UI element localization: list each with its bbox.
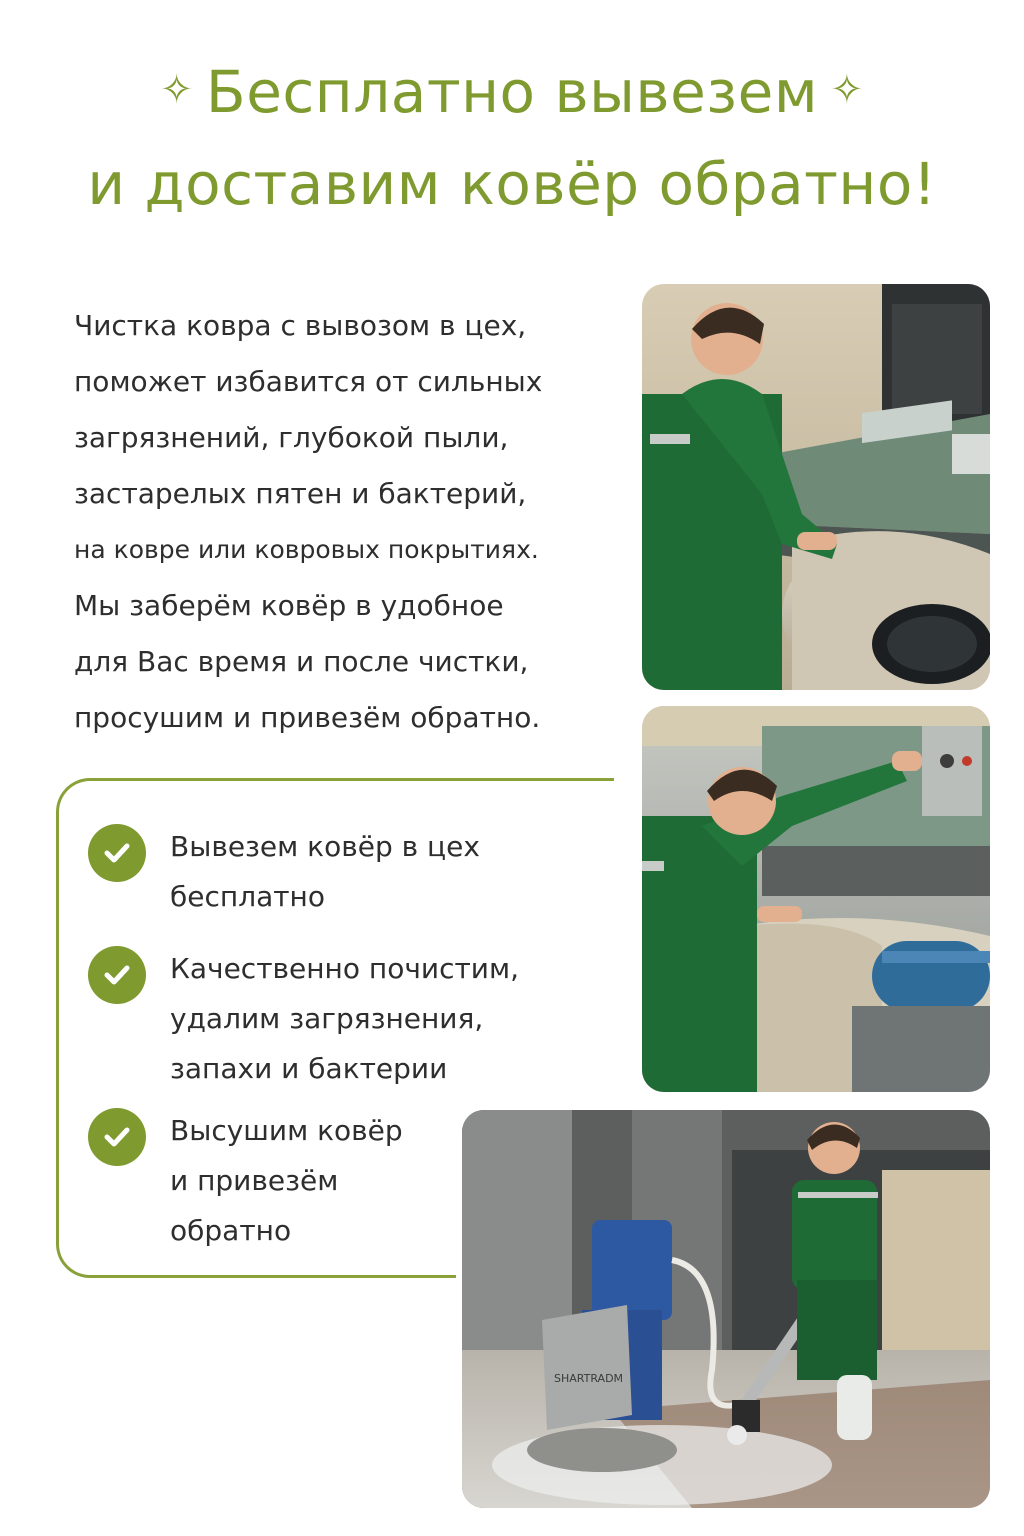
- title-text-1: Бесплатно вывезем: [205, 58, 819, 126]
- sparkle-icon: ✧: [830, 66, 865, 113]
- intro-line: застарелых пятен и бактерий,: [74, 477, 527, 510]
- intro-line: на ковре или ковровых покрытиях.: [74, 535, 539, 564]
- feature-line: запахи и бактерии: [170, 1052, 448, 1085]
- feature-text: [170, 944, 519, 1094]
- page-title-line-1: [0, 58, 1024, 126]
- photo-worker-floor-machine: [462, 1110, 990, 1508]
- machine-label: SHARTRADM: [554, 1372, 624, 1385]
- check-icon: [88, 824, 146, 882]
- feature-line: обратно: [170, 1214, 292, 1247]
- feature-item-cleaning: [88, 944, 519, 1094]
- feature-line: и привезём: [170, 1164, 339, 1197]
- intro-line: загрязнений, глубокой пыли,: [74, 421, 509, 454]
- feature-item-pickup: [88, 822, 480, 922]
- sparkle-icon: ✧: [159, 66, 194, 113]
- feature-item-delivery: [88, 1106, 403, 1256]
- intro-line: Мы заберём ковёр в удобное: [74, 589, 504, 622]
- check-icon: [88, 1108, 146, 1166]
- feature-line: Высушим ковёр: [170, 1114, 403, 1147]
- feature-line: Качественно почистим,: [170, 952, 519, 985]
- intro-line: просушим и привезём обратно.: [74, 701, 541, 734]
- page-title-line-2: и доставим ковёр обратно!: [87, 150, 937, 218]
- intro-paragraph: [74, 298, 644, 746]
- feature-text: [170, 822, 480, 922]
- feature-line: бесплатно: [170, 880, 325, 913]
- check-icon: [88, 946, 146, 1004]
- feature-text: [170, 1106, 403, 1256]
- feature-line: Вывезем ковёр в цех: [170, 830, 480, 863]
- intro-line: Чистка ковра с вывозом в цех,: [74, 309, 527, 342]
- intro-line: поможет избавится от сильных: [74, 365, 543, 398]
- feature-line: удалим загрязнения,: [170, 1002, 484, 1035]
- photo-worker-control-panel: [642, 706, 990, 1092]
- intro-line: для Вас время и после чистки,: [74, 645, 529, 678]
- photo-worker-at-machine: [642, 284, 990, 690]
